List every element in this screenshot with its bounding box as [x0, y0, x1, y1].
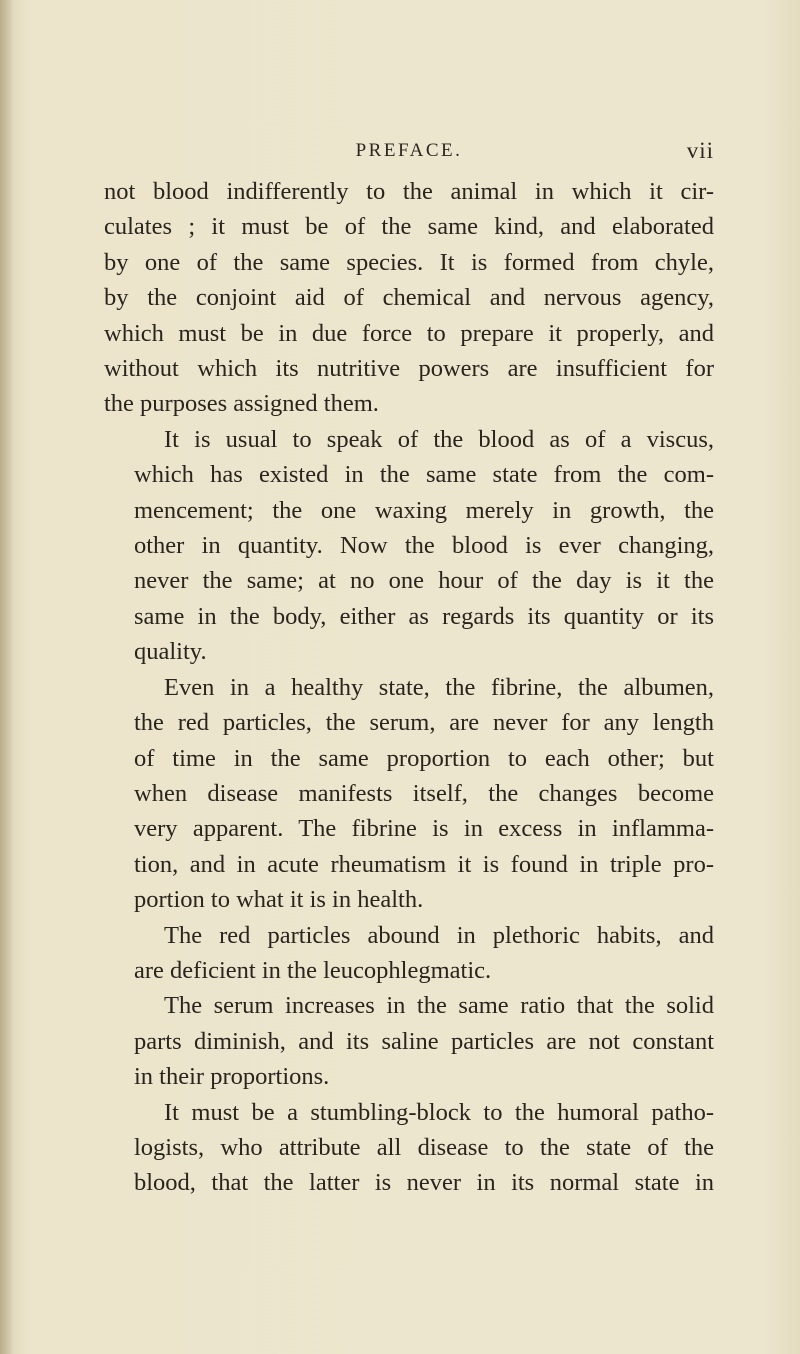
- paragraph: [104, 988, 714, 1094]
- text-line: logists, who attribute all disease to the state of the: [134, 1133, 714, 1161]
- paragraph: [104, 918, 714, 989]
- text-line: The red particles abound in plethoric habits, and: [164, 921, 714, 949]
- text-line: never the same; at no one hour of the day is it the: [134, 567, 714, 595]
- body-text: [104, 174, 714, 1201]
- gutter-shadow: [0, 0, 14, 1354]
- text-line: the purposes assigned them.: [104, 390, 379, 418]
- text-line: portion to what it is in health.: [134, 886, 424, 914]
- page-header: [104, 138, 714, 164]
- text-line: culates ; it must be of the same kind, and elaborated: [104, 213, 714, 241]
- text-line: in their proportions.: [134, 1063, 330, 1091]
- text-line: Even in a healthy state, the fibrine, the albumen,: [164, 673, 714, 701]
- text-line: It is usual to speak of the blood as of a viscus,: [164, 425, 714, 453]
- text-line: same in the body, either as regards its quantity or its: [134, 602, 714, 630]
- text-line: mencement; the one waxing merely in growth, the: [134, 496, 714, 524]
- text-line: are deficient in the leucophlegmatic.: [134, 956, 492, 984]
- text-line: The serum increases in the same ratio that the solid: [164, 992, 714, 1020]
- text-line: It must be a stumbling-block to the humoral patho-: [164, 1098, 714, 1126]
- text-line: by the conjoint aid of chemical and nervous agency,: [104, 284, 714, 312]
- text-line: when disease manifests itself, the changes become: [134, 779, 714, 807]
- text-line: which has existed in the same state from the com-: [134, 461, 714, 489]
- text-line: parts diminish, and its saline particles are not constant: [134, 1027, 714, 1055]
- paragraph: [104, 670, 714, 918]
- text-line: other in quantity. Now the blood is ever changing,: [134, 532, 714, 560]
- text-line: which must be in due force to prepare it properly, and: [104, 319, 714, 347]
- paragraph: [104, 422, 714, 670]
- paragraph: [104, 174, 714, 422]
- text-line: by one of the same species. It is formed from chyle,: [104, 248, 714, 276]
- text-line: the red particles, the serum, are never for any length: [134, 709, 714, 737]
- page-number: vii: [686, 138, 714, 163]
- paragraph: [104, 1095, 714, 1201]
- text-line: not blood indifferently to the animal in which it cir-: [104, 178, 714, 205]
- text-line: without which its nutritive powers are insufficient for: [104, 355, 714, 383]
- text-line: tion, and in acute rheumatism it is found in triple pro-: [134, 850, 714, 878]
- text-line: quality.: [134, 638, 207, 666]
- running-head: PREFACE.: [355, 140, 463, 161]
- text-line: blood, that the latter is never in its normal state in: [134, 1169, 714, 1197]
- text-line: very apparent. The fibrine is in excess in inflamma-: [134, 815, 714, 843]
- text-line: of time in the same proportion to each other; but: [134, 744, 714, 772]
